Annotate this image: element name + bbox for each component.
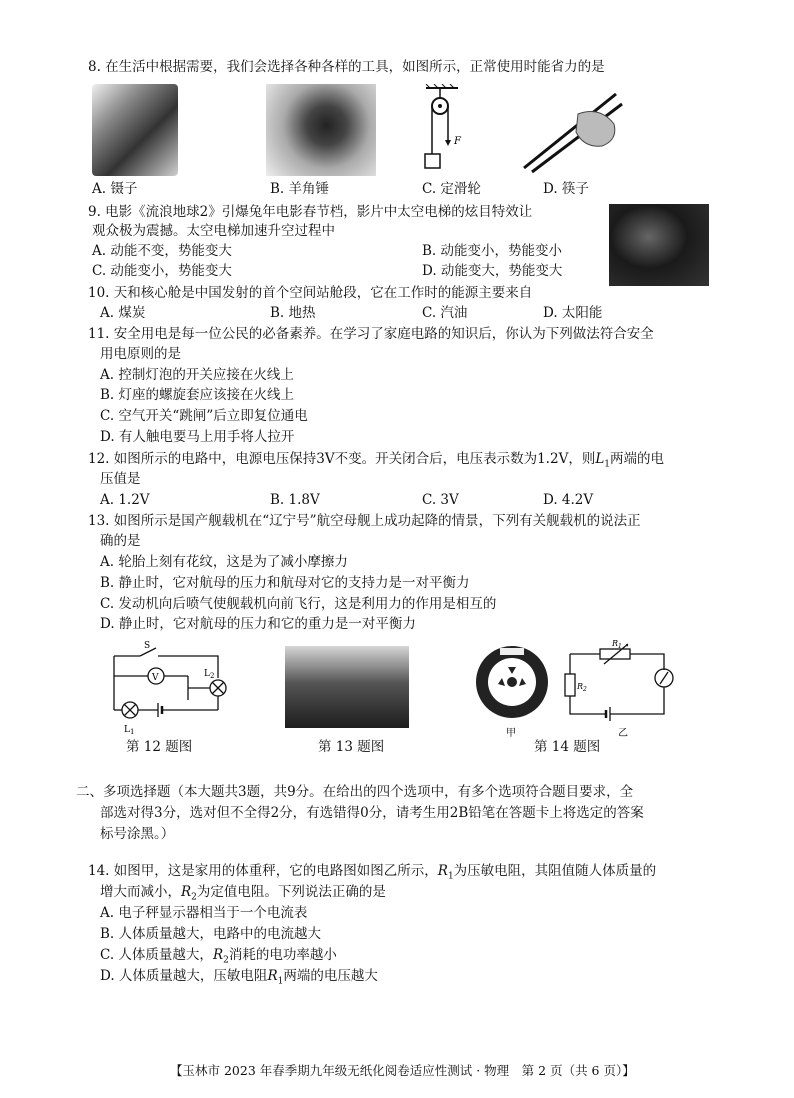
r1-label: $R_1$ <box>612 640 622 650</box>
q12-option-b: B. 1.8V <box>270 492 320 508</box>
q9-stem-line2: 观众极为震撼。太空电梯加速升空过程中 <box>92 223 335 239</box>
q11-stem-line2: 用电原则的是 <box>100 346 181 362</box>
q11-option-c: C. 空气开关“跳闸”后立即复位通电 <box>100 408 308 424</box>
q8-option-d: D. 筷子 <box>543 181 589 197</box>
fig12-circuit <box>108 640 230 736</box>
fig14-scale <box>474 640 554 740</box>
q12-stem-line2: 压值是 <box>100 471 141 487</box>
q10-option-b: B. 地热 <box>270 305 316 321</box>
q14-option-d: D. 人体质量越大，压敏电阻$R_1$两端的电压越大 <box>100 968 378 987</box>
q10-stem: 10. 天和核心舱是中国发射的首个空间站舱段，它在工作时的能源主要来自 <box>88 285 533 301</box>
q12-option-d: D. 4.2V <box>543 492 594 508</box>
space-elevator-photo <box>609 204 709 286</box>
q10-option-d: D. 太阳能 <box>543 305 603 321</box>
q8-option-a: A. 镊子 <box>92 181 138 197</box>
carrier-jet-photo <box>285 646 409 728</box>
lamp-l2-label: $L_2$ <box>204 669 215 680</box>
q9-option-a: A. 动能不变，势能变大 <box>92 243 232 259</box>
section2-line1: 二、多项选择题（本大题共3题，共9分。在给出的四个选项中，有多个选项符合题目要求，全 <box>76 784 634 800</box>
q11-option-d: D. 有人触电要马上用手将人拉开 <box>100 429 295 445</box>
q11-option-a: A. 控制灯泡的开关应接在火线上 <box>100 367 294 383</box>
q12-option-c: C. 3V <box>422 492 459 508</box>
q9-option-c: C. 动能变小，势能变大 <box>92 263 232 279</box>
lamp-l1-label: $L_1$ <box>124 725 135 736</box>
page-footer: 【玉林市 2023 年春季期九年级无纸化阅卷适应性测试 · 物理 第 2 页（共 6 页）】 <box>170 1063 635 1078</box>
q14-option-a: A. 电子秤显示器相当于一个电流表 <box>100 905 308 921</box>
tweezers-photo <box>92 84 178 176</box>
q12-option-a: A. 1.2V <box>100 492 150 508</box>
q8-option-c: C. 定滑轮 <box>422 181 481 197</box>
fig14-caption: 第 14 题图 <box>534 739 601 755</box>
q10-option-a: A. 煤炭 <box>100 305 146 321</box>
q13-option-d: D. 静止时，它对航母的压力和它的重力是一对平衡力 <box>100 616 416 632</box>
q11-stem-line1: 11. 安全用电是每一位公民的必备素养。在学习了家庭电路的知识后，你认为下列做法符合安全 <box>88 326 654 342</box>
q11-option-b: B. 灯座的螺旋套应该接在火线上 <box>100 387 295 403</box>
q9-option-b: B. 动能变小，势能变小 <box>422 243 563 259</box>
section2-line2: 部选对得3分，选对但不全得2分，有选错得0分，请考生用2B铅笔在答题卡上将选定的答案 <box>100 805 644 821</box>
q9-stem-line1: 9. 电影《流浪地球2》引爆兔年电影春节档，影片中太空电梯的炫目特效让 <box>88 204 533 220</box>
voltmeter-label: V <box>152 673 159 683</box>
fig14-jia-label: 甲 <box>506 728 516 739</box>
section2-line3: 标号涂黑。） <box>100 826 175 842</box>
q10-option-c: C. 汽油 <box>422 305 468 321</box>
fig12-caption: 第 12 题图 <box>126 739 193 755</box>
q8-option-b: B. 羊角锤 <box>270 181 330 197</box>
q14-stem-line1: 14. 如图甲，这是家用的体重秤，它的电路图如图乙所示，$R_1$为压敏电阻，其阻值随人体质量的 <box>88 863 657 882</box>
switch-label: S <box>144 641 151 651</box>
q8-stem: 8. 在生活中根据需要，我们会选择各种各样的工具，如图所示，正常使用时能省力的是 <box>88 59 605 75</box>
fig13-caption: 第 13 题图 <box>318 739 385 755</box>
q13-option-a: A. 轮胎上刻有花纹，这是为了减小摩擦力 <box>100 554 348 570</box>
r2-label: $R_2$ <box>577 682 587 693</box>
q13-option-b: B. 静止时，它对航母的压力和航母对它的支持力是一对平衡力 <box>100 575 470 591</box>
chopsticks-figure <box>518 84 628 176</box>
q9-option-d: D. 动能变大，势能变大 <box>422 263 563 279</box>
force-label: F <box>454 136 461 147</box>
q13-option-c: C. 发动机向后喷气使舰载机向前飞行，这是利用力的作用是相互的 <box>100 596 497 612</box>
q13-stem-line1: 13. 如图所示是国产舰载机在“辽宁号”航空母舰上成功起降的情景，下列有关舰载机的说法正 <box>88 513 641 529</box>
q13-stem-line2: 确的是 <box>100 533 141 549</box>
q14-option-b: B. 人体质量越大，电路中的电流越大 <box>100 926 322 942</box>
claw-hammer-photo <box>266 84 376 176</box>
fixed-pulley-figure <box>418 84 478 176</box>
fig14-circuit <box>560 640 680 740</box>
q14-option-c: C. 人体质量越大，$R_2$消耗的电功率越小 <box>100 947 337 966</box>
q14-stem-line2: 增大而减小，$R_2$为定值电阻。下列说法正确的是 <box>100 884 386 903</box>
q12-stem-line1: 12. 如图所示的电路中，电源电压保持3V不变。开关闭合后，电压表示数为1.2V，则$L_1$两端的电 <box>88 451 665 470</box>
fig14-yi-label: 乙 <box>618 728 628 739</box>
